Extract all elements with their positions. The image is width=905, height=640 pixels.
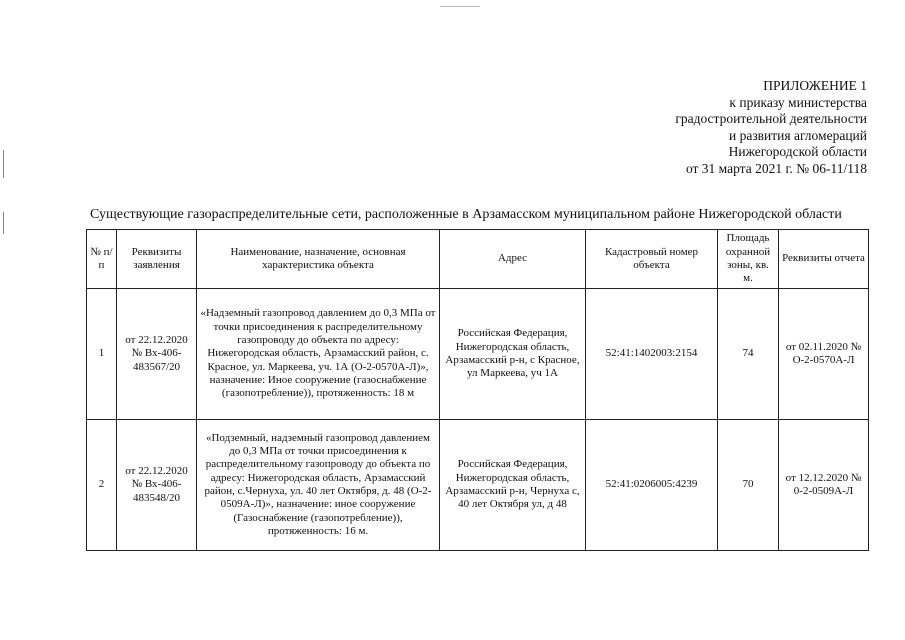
appendix-line: градостроительной деятельности: [675, 111, 867, 126]
appendix-header: [675, 78, 867, 177]
appendix-line: ПРИЛОЖЕНИЕ 1: [763, 78, 867, 93]
cell-area: 74: [718, 289, 779, 420]
column-header-area: Площадь охранной зоны, кв. м.: [718, 230, 779, 289]
table-row: [87, 289, 869, 420]
cell-description: «Надземный газопровод давлением до 0,3 МПа от точки присоединения к распределительному газопроводу до объекта по адресу: Нижегородская область, Арзамасский район, с. Красное, ул. Маркеева, уч. 1А (О-2-0570А-Л)», назначение: Иное сооружение (газоснабжение (газопотребление)), протяженность: 18 м: [197, 289, 440, 420]
column-header-address: Адрес: [440, 230, 586, 289]
column-header-description: Наименование, назначение, основная характеристика объекта: [197, 230, 440, 289]
cell-number: 2: [87, 420, 117, 551]
scan-artifact: [3, 150, 4, 178]
cell-cadastral: 52:41:0206005:4239: [586, 420, 718, 551]
cell-area: 70: [718, 420, 779, 551]
document-title: Существующие газораспределительные сети, расположенные в Арзамасском муниципальном районе Нижегородской области: [90, 207, 842, 222]
cell-number: 1: [87, 289, 117, 420]
cell-application: от 22.12.2020 № Вх-406-483548/20: [117, 420, 197, 551]
column-header-application: Реквизиты заявления: [117, 230, 197, 289]
cell-application: от 22.12.2020 № Вх-406-483567/20: [117, 289, 197, 420]
cell-report: от 12.12.2020 № 0-2-0509А-Л: [779, 420, 869, 551]
cell-cadastral: 52:41:1402003:2154: [586, 289, 718, 420]
table-header-row: [87, 230, 869, 289]
column-header-cadastral: Кадастровый номер объекта: [586, 230, 718, 289]
cell-report: от 02.11.2020 № О-2-0570А-Л: [779, 289, 869, 420]
appendix-line: к приказу министерства: [729, 94, 867, 110]
cell-description: «Подземный, надземный газопровод давлением до 0,3 МПа от точки присоединения к распределительному газопроводу до объекта по адресу: Нижегородская область, Арзамасский район, с.Чернуха, ул. 40 лет Октября, д. 48 (О-2-0509А-Л)», назначение: иное сооружение (Газоснабжение (газопотребление)), протяженность: 16 м.: [197, 420, 440, 551]
appendix-line: и развития агломераций: [728, 127, 867, 143]
appendix-line: от 31 марта 2021 г. № 06-11/118: [685, 160, 867, 176]
table-row: [87, 420, 869, 551]
column-header-number: № п/п: [87, 230, 117, 289]
cell-address: Российская Федерация, Нижегородская область, Арзамасский р-н, с Красное, ул Маркеева, уч 1А: [440, 289, 586, 420]
appendix-line: Нижегородской области: [728, 144, 867, 159]
cell-address: Российская Федерация, Нижегородская область, Арзамасский р-н, Чернуха с, 40 лет Октября ул, д 48: [440, 420, 586, 551]
column-header-report: Реквизиты отчета: [779, 230, 869, 289]
gas-network-table: [86, 229, 869, 551]
scan-artifact: [440, 6, 480, 7]
scan-artifact: [3, 212, 4, 234]
